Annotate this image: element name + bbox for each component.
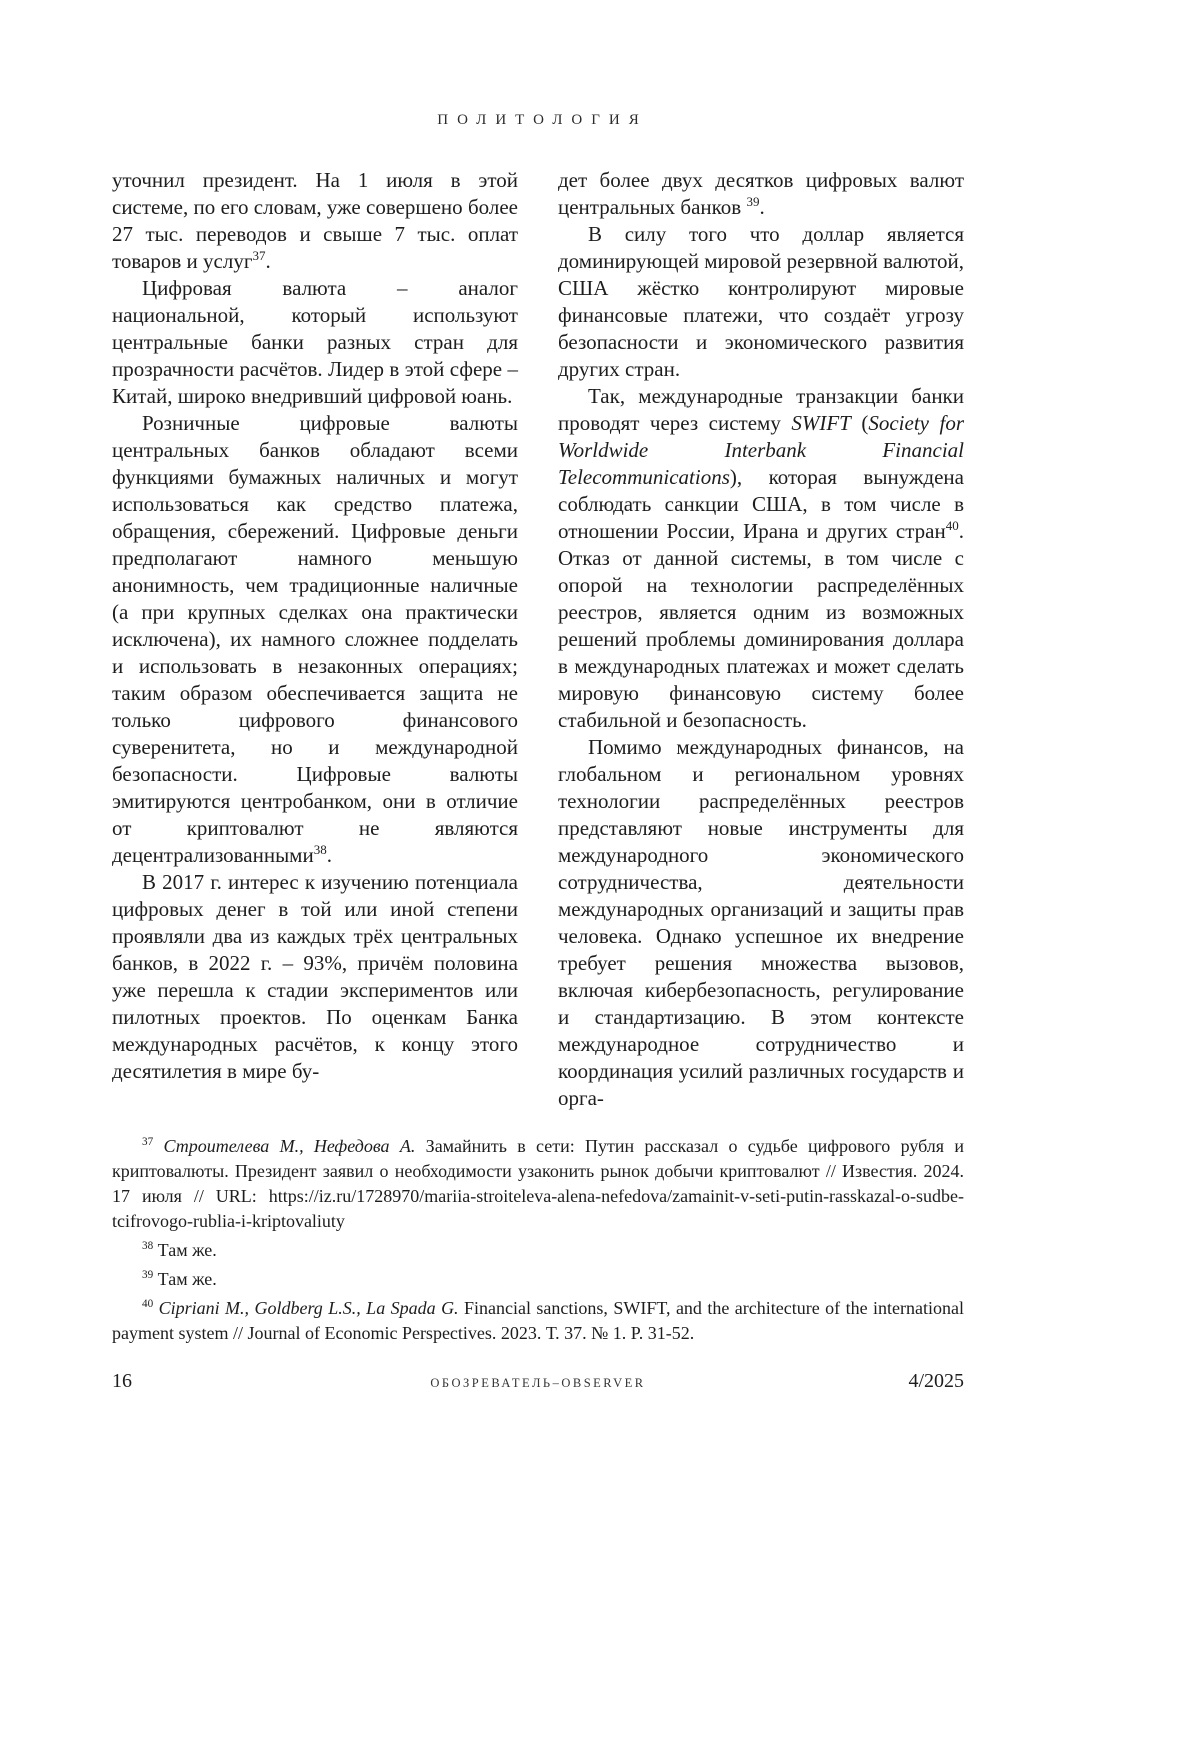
footnote xyxy=(112,1134,964,1234)
text-run: дет более двух десятков цифровых валют центральных банков xyxy=(558,168,964,219)
footnote-ref: 39 xyxy=(746,194,760,209)
paragraph xyxy=(112,167,518,275)
running-head: ПОЛИТОЛОГИЯ xyxy=(437,112,648,128)
footnote-ref: 40 xyxy=(945,518,959,533)
text-run: . xyxy=(265,249,271,273)
footnote xyxy=(112,1238,964,1263)
text-run: В 2017 г. интерес к изучению потенциала цифровых денег в той или иной степени проявляли два из каждых трёх центральных банков, в 2022 г. – 93%, причём половина уже перешла к стадии экспериментов или пилотных проектов. По оценкам Банка международных расчётов, к концу этого десятилетия в мире бу- xyxy=(112,870,518,1083)
column-right xyxy=(558,167,964,1112)
paragraph xyxy=(112,869,518,1085)
text-run: ( xyxy=(850,411,869,435)
article-body xyxy=(112,167,964,1112)
footnote-marker: 37 xyxy=(142,1136,154,1148)
italic-text: Строителева М., Нефедова А. xyxy=(163,1136,416,1156)
paragraph xyxy=(558,734,964,1112)
footnote-ref: 38 xyxy=(313,842,327,857)
italic-text: SWIFT xyxy=(791,411,851,435)
text-run: ), которая вынуждена соблюдать санкции США, в том числе в отношении России, Ирана и других стран xyxy=(558,465,964,543)
issue-number: 4/2025 xyxy=(908,1370,964,1392)
paragraph xyxy=(112,275,518,410)
text-run: Помимо международных финансов, на глобальном и региональном уровнях технологии распределённых реестров представляют новые инструменты для международного экономического сотрудничества, деятельности международных организаций и защиты прав человека. Однако успешное их внедрение требует решения множества вызовов, включая кибербезопасность, регулирование и стандартизацию. В этом контексте международное сотрудничество и координация усилий различных государств и орга- xyxy=(558,735,964,1110)
text-run: Там же. xyxy=(157,1269,217,1289)
paragraph xyxy=(112,410,518,869)
text-run: Financial sanctions, SWIFT, and the architecture of the international payment system // Journal of Economic Perspectives. 2023. Т. 37. № 1. P. 31-52. xyxy=(112,1298,964,1343)
journal-name: ОБОЗРЕВАТЕЛЬ–OBSERVER xyxy=(430,1376,646,1390)
footnotes xyxy=(112,1134,964,1346)
paragraph xyxy=(558,383,964,734)
italic-text: Society for Worldwide Interbank Financial Telecommunications xyxy=(558,411,964,489)
text-run: Так, международные транзакции банки проводят через систему xyxy=(558,384,964,435)
text-run: Розничные цифровые валюты центральных банков обладают всеми функциями бумажных наличных и могут использоваться как средство платежа, обращения, сбережений. Цифровые деньги предполагают намного меньшую анонимность, чем традиционные наличные (а при крупных сделках она практически исключена), их намного сложнее подделать и использовать в незаконных операциях; таким образом обеспечивается защита не только цифрового финансового суверенитета, но и международной безопасности. Цифровые валюты эмитируются центробанком, они в отличие от криптовалют не являются децентрализованными xyxy=(112,411,518,867)
footnote-ref: 37 xyxy=(252,248,266,263)
page-footer xyxy=(112,1370,964,1393)
page-number: 16 xyxy=(112,1370,132,1392)
footnote-marker: 38 xyxy=(142,1240,154,1252)
column-left xyxy=(112,167,518,1112)
text-run: Замайнить в сети: Путин рассказал о судьбе цифрового рубля и криптовалюты. Президент заявил о необходимости узаконить рынок добычи криптовалют // Известия. 2024. 17 июля // URL: https://iz.ru/1728970/mariia-stroiteleva-alena-nefedova/zamainit-v-seti-putin-rasskazal-o-sudbe-tcifrovogo-rublia-i-kriptovaliuty xyxy=(112,1136,965,1231)
footnote-marker: 39 xyxy=(142,1269,154,1281)
footnote xyxy=(112,1267,964,1292)
paragraph xyxy=(558,167,964,221)
footnote xyxy=(112,1296,964,1346)
text-run: . xyxy=(326,843,332,867)
page-content xyxy=(112,0,964,1393)
text-run: В силу того что доллар является доминирующей мировой резервной валютой, США жёстко контролируют мировые финансовые платежи, что создаёт угрозу безопасности и экономического развития других стран. xyxy=(558,222,964,381)
italic-text: Cipriani M., Goldberg L.S., La Spada G. xyxy=(158,1298,459,1318)
text-run: Цифровая валюта – аналог национальной, который используют центральные банки разных стран для прозрачности расчётов. Лидер в этой сфере – Китай, широко внедривший цифровой юань. xyxy=(112,276,518,408)
paragraph xyxy=(558,221,964,383)
footnote-marker: 40 xyxy=(142,1298,154,1310)
text-run: уточнил президент. На 1 июля в этой системе, по его словам, уже совершено более 27 тыс. переводов и свыше 7 тыс. оплат товаров и услуг xyxy=(112,168,518,273)
text-run: . xyxy=(759,195,765,219)
text-run: . Отказ от данной системы, в том числе с опорой на технологии распределённых реестров, является одним из возможных решений проблемы доминирования доллара в международных платежах и может сделать мировую финансовую систему более стабильной и безопасность. xyxy=(558,519,964,732)
text-run: Там же. xyxy=(157,1240,217,1260)
